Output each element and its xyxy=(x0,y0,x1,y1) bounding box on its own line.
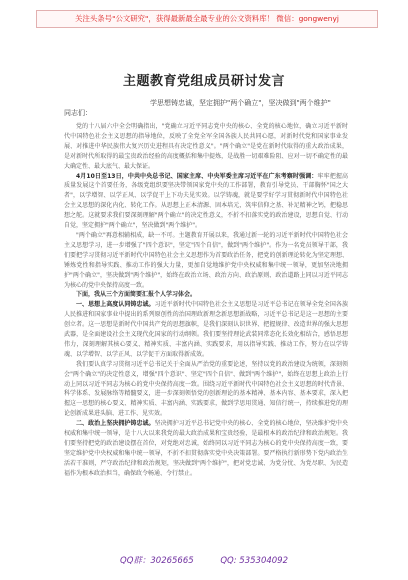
promo-banner: 关注头条号"公文研究"，获得最新最全最专业的公文资料库！ 微信：gongwenyj xyxy=(36,10,378,28)
document-body xyxy=(64,122,348,479)
body-paragraph: 党的十八届六中全会明确指出，"党确立习近平同志党中央的核心、全党的核心地位，确立习近平新时代中国特色社会主义思想的指导地位，反映了全党全军全国各族人民共同心愿，对新时代党和国家事业发展、对推进中华民族伟大复兴历史进程具有决定性意义"。"两个确立"是党在新时代取得的重大政治成果，是对新时代所取得的最宝贵政治经验的高度概括和集中提炼，是战胜一切艰难险阻、应对一切不确定性的最大确定性、最大底气、最大保证。 xyxy=(64,123,348,170)
body-paragraph: "两个确立"再意相辅相成，缺一不可。主题教育开展以来，我通过新一轮的习近平新时代中国特色社会主义思想学习，进一步增强了"四个意识"，坚定"四个自信"，做到"两个维护"。作为一名党员领导干部，我们要把学习贯彻习近平新时代中国特色社会主义思想作为首要政治任务，把党的创新理论转化为坚定理想、锤炼党性和指导实践、推动工作的强大力量，更加自觉地维护党中央权威和集中统一领导，更加坚决地拥护"两个确立"，坚决做到"两个维护"，始终在政治立场、政治方向、政治原则、政治道路上同以习近平同志为核心的党中央保持高度一致。 xyxy=(64,231,348,289)
paragraph-lead: 4月10日至13日，中共中央总书记、国家主席、中央军委主席习近平在广东考察时强调： xyxy=(76,172,318,180)
paragraph-lead: 二、政治上坚决拥护铸忠诚。 xyxy=(76,420,155,428)
paragraph-text: 习近平新时代中国特色社会主义思想是习近平总书记在领导全党全国各族人民推进和国家事业中提出的系列原创性的治国理政新理念新思想新战略，习近平总书记是这一思想的主要创立者。这一思想是新时代中国共产党的思想旗帜，是我们深刻认识世界、把握规律、改造世界的强大思想武器，是全面建设社会主义现代化国家的行动纲领。我们要坚持理论武装同常态化长效化相结合，感悟思想伟力，深刻理解其核心要义、精神实质、丰富内涵、实践要求，用以指导实践、推动工作，努力在以学铸魂、以学增智、以学正风、以学促干方面取得新成效。 xyxy=(64,301,348,358)
salutation: 同志们： xyxy=(64,109,92,117)
paragraph-lead: 一、思想上高度认同铸忠诚。 xyxy=(76,301,155,309)
qq-text: QQ: 535304092 xyxy=(220,556,288,566)
body-paragraph xyxy=(64,419,348,478)
qq-group-text: QQ群：30265665 xyxy=(120,556,194,566)
document-subtitle: 学思想铸忠诚，坚定拥护"两个确立"，坚决做到"两个维护" xyxy=(150,99,331,107)
paragraph-text: 牢牢把握高质量发展这个首要任务，各级党组织要坚决带领国家党中央的工作部署，教育引导党员、干部胸怀"国之大者"，以学增智、以学正风、以学促干上下功夫见实效。以学铸魂，就是要学好学习贯彻新时代中国特色社会主义思想的深化内化、转化工作。从思想上正本清源、固本培元，筑牢信仰之基、补足精神之钙，把稳思想之舵。这就要求我们要深刻理解"两个确立"的决定性意义，不折不扣落实党的政治建设，思想自觉、行动自觉，坚定拥护"两个确立"，坚决做到"两个维护"。 xyxy=(64,172,348,230)
footer-contact xyxy=(0,554,408,566)
body-paragraph: 下面，我从三个方面简要汇报个人学习体会。 xyxy=(76,291,197,299)
body-paragraph: 我们要认真学习贯彻习近平总书记关于全面从严治党的重要论述，坚持以党的政治建设为统领，深刻领会"两个确立"的决定性意义，增强"四个意识"、坚定"四个自信"、做到"两个维护"，始终在思想上政治上行动上同以习近平同志为核心的党中央保持高度一致。围绕习近平新时代中国特色社会主义思想的时代背景、科学体系、发展脉络等精髓要义，进一步深刻领悟党的创新理论的基本精神、基本内容、基本要求，深入把握这一思想的核心要义、精神实质、丰富内涵、实践要求，做到学思用贯通、知信行统一，持续推进党的理论创新成果进头脑、进工作、见实效。 xyxy=(64,360,348,418)
document-title: 主题教育党组成员研讨发言 xyxy=(122,74,285,89)
paragraph-text: 坚决拥护习近平总书记党中央的核心、全党的核心地位，坚决维护党中央权威和集中统一领导，是十八大以来我党的最大政治成果和宝贵经验，是最根本的政治纪律和政治规矩。我们要坚持把党的政治建设摆在首位，对党绝对忠诚，始终同以习近平同志为核心的党中央保持高度一致，要坚定维护党中央权威和集中统一领导，不折不扣贯彻落实党中央决策部署。要严格执行新形势下党内政治生活若干准则，严守政治纪律和政治规矩，坚决做到"两个维护"，把对党忠诚、为党分忧、为党尽职、为民造福作为根本政治担当，确保政令畅通、令行禁止。 xyxy=(64,420,348,477)
body-paragraph xyxy=(64,172,348,231)
body-paragraph xyxy=(64,300,348,359)
